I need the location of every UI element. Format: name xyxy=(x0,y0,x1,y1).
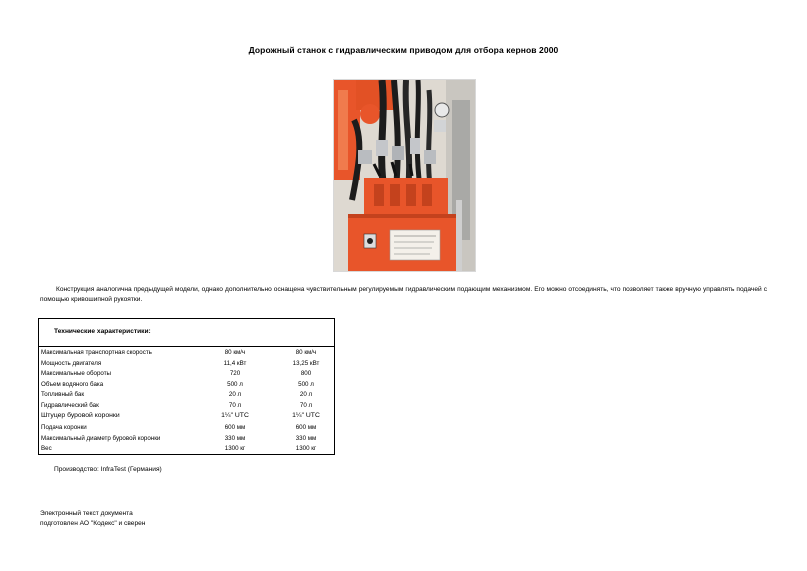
footer-note xyxy=(40,509,145,529)
spec-label: Штуцер буровой коронки xyxy=(41,412,120,419)
spec-value-2: 500 л xyxy=(298,380,314,388)
spec-value-1: 70 л xyxy=(228,401,242,409)
spec-value-2: 1¼" UTC xyxy=(292,412,320,419)
spec-row xyxy=(39,434,336,444)
spec-label: Подача коронки xyxy=(41,424,87,431)
spec-row xyxy=(39,359,336,369)
spec-value-2: 330 мм xyxy=(295,434,317,442)
spec-value-1: 80 км/ч xyxy=(224,349,246,356)
spec-value-1: 11,4 кВт xyxy=(223,359,247,367)
spec-row xyxy=(39,369,336,379)
spec-label: Вес xyxy=(41,445,52,452)
spec-value-1: 1300 кг xyxy=(224,445,246,452)
spec-value-1: 600 мм xyxy=(224,424,246,431)
specifications-table xyxy=(38,318,335,455)
spec-value-1: 500 л xyxy=(227,380,243,388)
description-paragraph: Конструкция аналогична предыдущей модели, однако дополнительно оснащена чувствительным регулируемым гидравлическим подающим механизмом. Его можно отсоединять, что позволяет также вручную управлять подачей с помощью кривошипной рукоятки. xyxy=(40,286,767,304)
spec-row xyxy=(39,380,336,390)
spec-row xyxy=(39,411,336,421)
spec-value-2: 800 xyxy=(300,370,312,377)
spec-row xyxy=(39,423,336,433)
spec-row xyxy=(39,390,336,400)
spec-label: Максимальные обороты xyxy=(41,370,111,377)
spec-row xyxy=(39,348,336,358)
producer-line: Производство: InfraTest (Германия) xyxy=(54,466,162,473)
spec-value-1: 720 xyxy=(229,370,241,377)
footer-line-1: Электронный текст документа xyxy=(40,510,133,517)
machine-photo xyxy=(333,79,476,272)
spec-label: Топливный бак xyxy=(41,391,85,398)
spec-value-2: 20 л xyxy=(299,391,313,398)
spec-value-2: 70 л xyxy=(299,401,313,409)
spec-value-2: 600 мм xyxy=(295,424,317,431)
spec-label: Максимальная транспортная скорость xyxy=(41,349,152,356)
machine-illustration xyxy=(334,80,475,271)
spec-label: Гидравлический бак xyxy=(41,401,99,409)
spec-value-2: 80 км/ч xyxy=(295,349,317,356)
spec-value-1: 20 л xyxy=(228,391,242,398)
spec-label: Максимальный диаметр буровой коронки xyxy=(41,434,161,442)
spec-value-2: 13,25 кВт xyxy=(292,359,320,367)
spec-row xyxy=(39,401,336,411)
specifications-divider xyxy=(39,346,334,347)
spec-value-1: 1¼" UTC xyxy=(221,412,249,419)
spec-value-2: 1300 кг xyxy=(295,445,317,452)
spec-label: Объем водяного бака xyxy=(41,380,104,388)
spec-label: Мощность двигателя xyxy=(41,359,102,367)
document-title: Дорожный станок с гидравлическим приводом для отбора кернов 2000 xyxy=(248,45,559,55)
spec-row xyxy=(39,444,336,454)
footer-line-2: подготовлен АО "Кодекс" и сверен xyxy=(40,520,146,527)
specifications-title: Технические характеристики: xyxy=(54,328,151,335)
spec-value-1: 330 мм xyxy=(224,434,246,442)
